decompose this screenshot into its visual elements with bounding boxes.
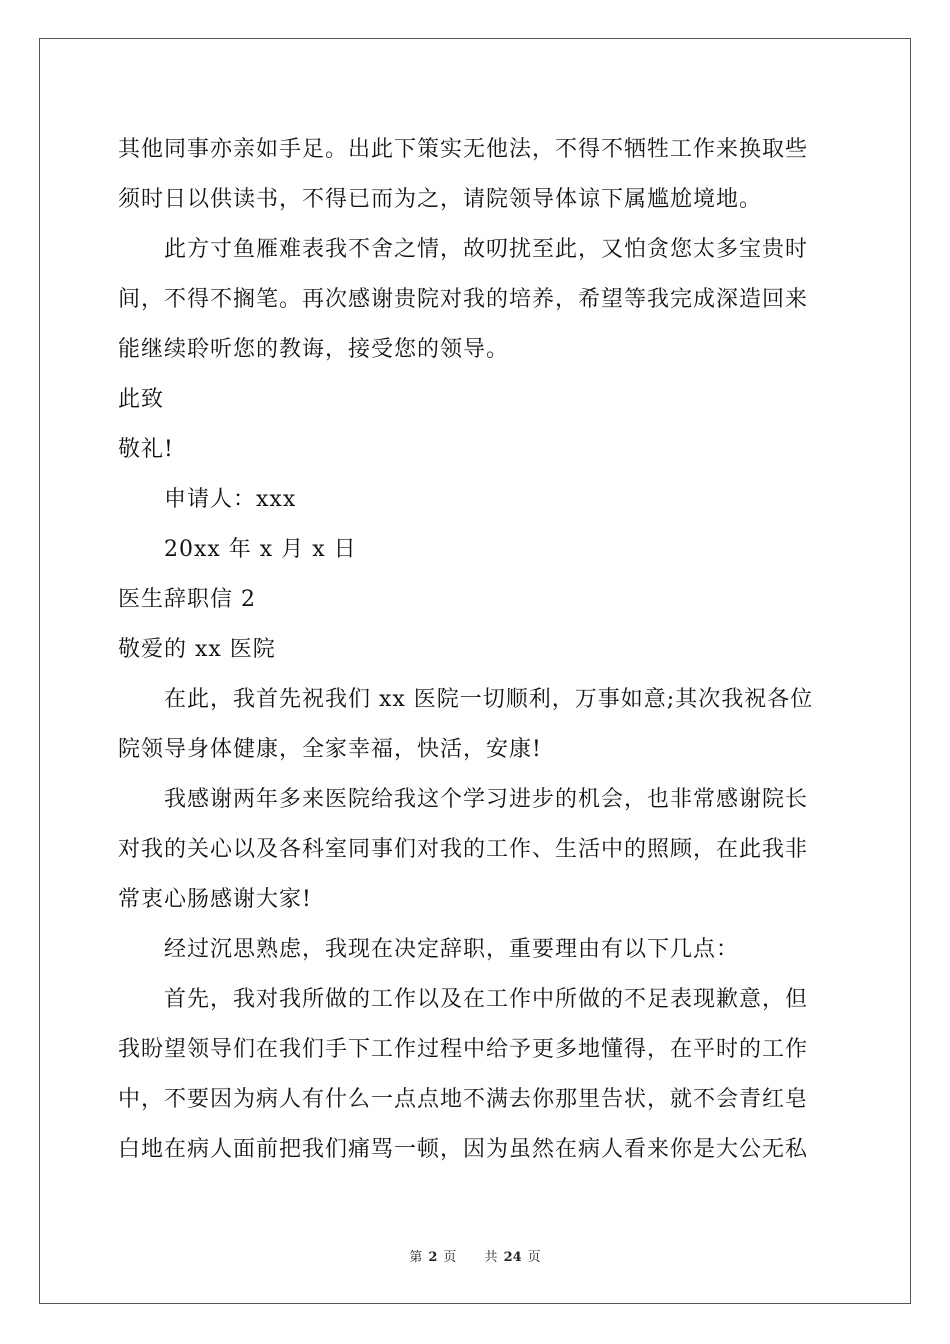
total-pages	[479, 1250, 547, 1265]
page-suffix: 页	[443, 1250, 457, 1265]
section-heading: 医生辞职信 2	[118, 587, 256, 612]
paragraph-line: 经过沉思熟虑，我现在决定辞职，重要理由有以下几点：	[164, 937, 740, 962]
total-prefix: 共	[484, 1250, 498, 1265]
closing-phrase: 此致	[118, 387, 165, 412]
paragraph-line: 能继续聆听您的教诲，接受您的领导。	[118, 337, 510, 362]
page-prefix: 第	[409, 1250, 423, 1265]
paragraph-line: 首先，我对我所做的工作以及在工作中所做的不足表现歉意，但	[164, 987, 809, 1012]
paragraph-line: 间，不得不搁笔。再次感谢贵院对我的培养，希望等我完成深造回来	[118, 287, 809, 312]
paragraph-line: 白地在病人面前把我们痛骂一顿，因为虽然在病人看来你是大公无私	[118, 1137, 809, 1162]
page-number	[403, 1250, 462, 1265]
paragraph-line: 其他同事亦亲如手足。出此下策实无他法，不得不牺牲工作来换取些	[118, 137, 809, 162]
paragraph-line: 此方寸鱼雁难表我不舍之情，故叨扰至此，又怕贪您太多宝贵时	[164, 237, 809, 262]
current-page: 2	[428, 1250, 438, 1265]
letter-greeting: 敬爱的 xx 医院	[118, 637, 276, 662]
document-body	[118, 125, 834, 1175]
paragraph-line: 院领导身体健康，全家幸福，快活，安康!	[118, 737, 542, 762]
paragraph-line: 须时日以供读书，不得已而为之，请院领导体谅下属尴尬境地。	[118, 187, 763, 212]
paragraph-line: 对我的关心以及各科室同事们对我的工作、生活中的照顾，在此我非	[118, 837, 809, 862]
salutation-closing: 敬礼!	[118, 437, 174, 462]
paragraph-line: 中，不要因为病人有什么一点点地不满去你那里告状，就不会青红皂	[118, 1087, 809, 1112]
total-suffix: 页	[527, 1250, 541, 1265]
total-page-count: 24	[503, 1250, 522, 1265]
letter-date: 20xx 年 x 月 x 日	[164, 537, 357, 562]
page-footer	[0, 1246, 950, 1265]
paragraph-line: 常衷心肠感谢大家!	[118, 887, 312, 912]
paragraph-line: 在此，我首先祝我们 xx 医院一切顺利，万事如意;其次我祝各位	[164, 687, 814, 712]
paragraph-line: 我盼望领导们在我们手下工作过程中给予更多地懂得，在平时的工作	[118, 1037, 809, 1062]
paragraph-line: 我感谢两年多来医院给我这个学习进步的机会，也非常感谢院长	[164, 787, 809, 812]
applicant-signature: 申请人：xxx	[164, 487, 297, 512]
